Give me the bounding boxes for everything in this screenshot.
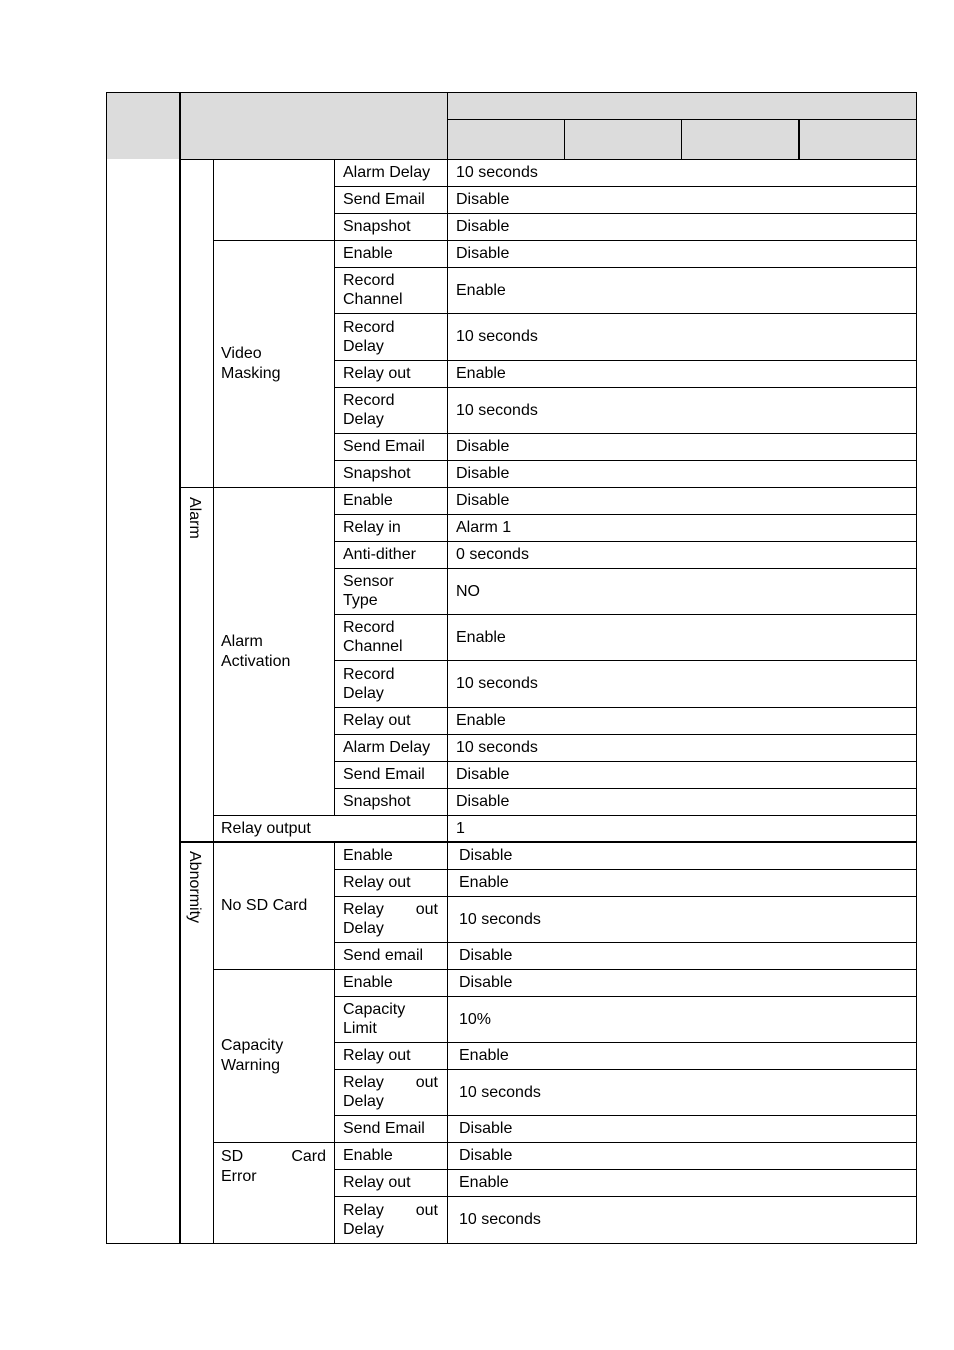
table-row-value: Disable: [459, 947, 513, 964]
section-video-masking: Video Masking: [221, 345, 281, 382]
table-row-value: Enable: [459, 1174, 509, 1191]
table-row-item: Snapshot: [343, 793, 411, 810]
header-cell-sub2: [565, 120, 681, 159]
table-row-item: Record Channel: [343, 272, 403, 308]
sd-card-error-word2: Card: [291, 1148, 326, 1165]
table-row-item: Record Delay: [343, 318, 395, 355]
table-row-value: Disable: [456, 793, 510, 810]
table-row-value: Disable: [459, 1147, 513, 1164]
table-row-value: Enable: [459, 874, 509, 891]
table-row-value: 10 seconds: [456, 675, 538, 692]
table-row-value: 10%: [459, 1010, 492, 1028]
table-row-item: Relay out Delay: [343, 901, 438, 937]
table-row-value: 10 seconds: [456, 328, 538, 345]
table-border-right: [916, 92, 917, 1244]
table-row-value: Enable: [456, 281, 506, 299]
group-label-alarm: Alarm: [186, 497, 203, 539]
table-row-item: Record Channel: [343, 619, 403, 655]
table-row-item: Send Email: [343, 191, 425, 208]
table-row-item: Enable: [343, 245, 393, 262]
column-divider-3b: [334, 842, 335, 1244]
section-no-sd-card: No SD Card: [221, 897, 308, 914]
header-cell-sub4: [800, 120, 916, 159]
table-row-value: 10 seconds: [459, 1083, 541, 1101]
table-row-item: Sensor Type: [343, 573, 394, 609]
section-capacity-warning: Capacity Warning: [221, 1037, 284, 1074]
header-cell-sub3: [682, 120, 798, 159]
table-row-item: Relay out: [343, 365, 411, 382]
table-row-item: Send Email: [343, 766, 425, 783]
header-divider-sub2: [681, 119, 682, 159]
table-row-value: Disable: [456, 438, 510, 455]
table-row-value: Disable: [456, 218, 510, 235]
table-row-item: Enable: [343, 1147, 393, 1164]
table-row-item: Enable: [343, 847, 393, 864]
table-row-value: Disable: [456, 492, 510, 509]
column-divider-value: [447, 92, 448, 1244]
header-cell-sub1: [448, 120, 564, 159]
table-row-item: Relay out: [343, 1047, 411, 1064]
table-row-value: Disable: [459, 1120, 513, 1137]
sd-card-error-word1: SD: [221, 1148, 244, 1165]
header-cell-col2: [181, 93, 447, 159]
table-row-item: Snapshot: [343, 218, 411, 235]
table-row-item: Relay out Delay: [343, 1074, 438, 1110]
section-separator-1: [213, 487, 334, 488]
table-row-value: Disable: [456, 245, 510, 262]
table-row-item: Capacity Limit: [343, 1001, 406, 1037]
table-row-item: Anti-dither: [343, 546, 416, 563]
table-row-value: Disable: [456, 766, 510, 783]
table-row-item: Relay out: [343, 874, 411, 891]
table-row-value: Enable: [456, 365, 506, 382]
sd-card-error-word3: Error: [221, 1167, 257, 1185]
table-row-value: 10 seconds: [459, 1211, 541, 1228]
table-row-value: 10 seconds: [459, 910, 541, 928]
table-row-item: Record Delay: [343, 665, 395, 702]
group-separator-alarm: [180, 487, 214, 488]
header-divider-sub3: [798, 119, 800, 159]
column-divider-2: [213, 159, 214, 1244]
section-separator-2: [213, 815, 334, 816]
table-border-top: [106, 92, 917, 93]
table-row-value: 10 seconds: [456, 401, 538, 419]
table-row-item: Snapshot: [343, 465, 411, 482]
table-row-item: Enable: [343, 974, 393, 991]
section-separator-0: [213, 240, 334, 241]
table-row-item: Alarm Delay: [343, 164, 431, 181]
section-alarm-activation: Alarm Activation: [221, 633, 291, 670]
table-row-value: Disable: [459, 974, 513, 991]
table-row-value: Disable: [456, 465, 510, 482]
header-cell-col1: [107, 93, 180, 159]
table-row-value: Enable: [456, 628, 506, 646]
header-cell-default-group: [448, 93, 916, 119]
table-row-value: 10 seconds: [456, 164, 538, 181]
table-row-value: 1: [456, 820, 465, 837]
table-row-item: Alarm Delay: [343, 739, 431, 756]
table-row-value: Disable: [456, 191, 510, 208]
table-row-value: Enable: [459, 1047, 509, 1064]
section-separator-3: [213, 969, 334, 970]
section-separator-4: [213, 1142, 334, 1143]
table-row-value: Alarm 1: [456, 519, 512, 536]
table-row-item: Relay out Delay: [343, 1201, 438, 1238]
table-row-value: Enable: [456, 712, 506, 729]
group-label-abnormity: Abnormity: [186, 851, 203, 924]
table-row-item: Send Email: [343, 438, 425, 455]
table-row-value: NO: [456, 582, 480, 600]
row-line-32: [334, 1243, 916, 1244]
table-row-item: Send email: [343, 947, 424, 964]
table-row-value: Disable: [459, 847, 513, 864]
section-relay-output: Relay output: [221, 820, 311, 837]
table-row-item: Send Email: [343, 1120, 425, 1137]
table-row-item: Enable: [343, 492, 393, 509]
table-row-item: Relay in: [343, 519, 401, 536]
header-divider-sub: [448, 119, 916, 120]
column-divider-1: [179, 92, 181, 1244]
table-row-value: 0 seconds: [456, 546, 529, 563]
header-divider-sub1: [564, 119, 565, 159]
table-row-value: 10 seconds: [456, 739, 538, 756]
table-border-left: [106, 92, 107, 1244]
table-row-item: Record Delay: [343, 392, 395, 428]
table-row-item: Relay out: [343, 712, 411, 729]
section-sd-card-error: [221, 1147, 326, 1186]
table-row-item: Relay out: [343, 1174, 411, 1191]
